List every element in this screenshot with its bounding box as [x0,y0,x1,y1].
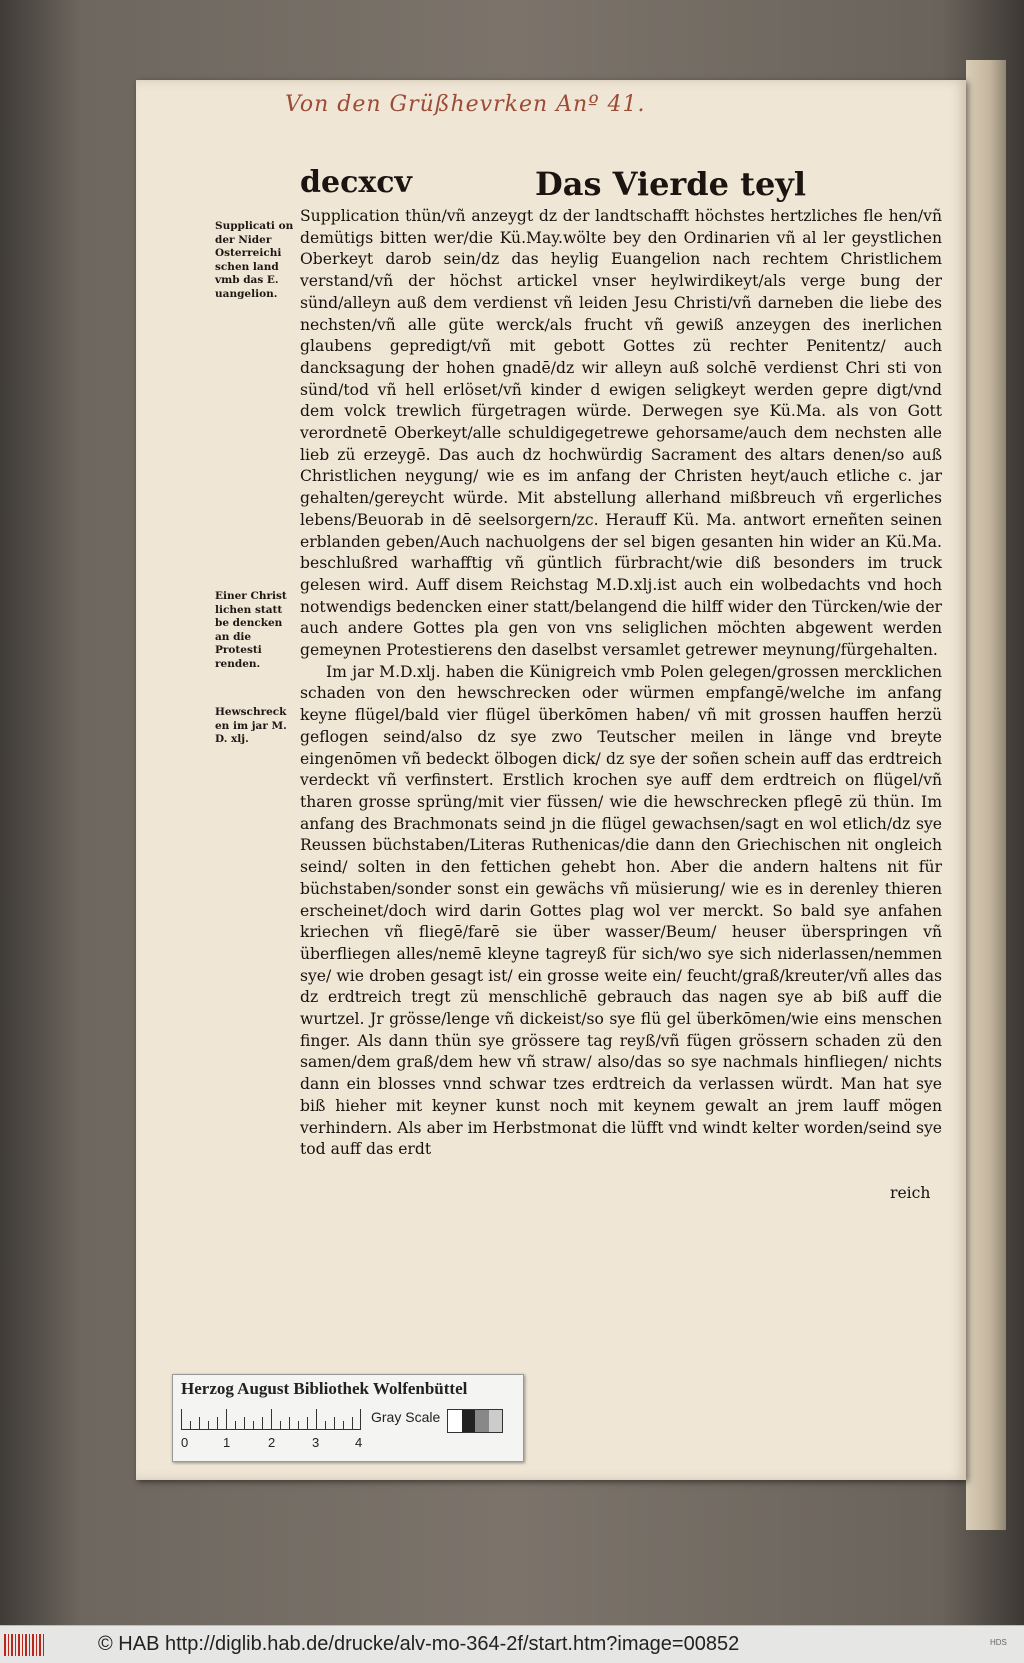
footer-mark: HDS [990,1638,1007,1647]
ruler-number: 1 [223,1435,231,1450]
ruler-number: 2 [268,1435,276,1450]
folio-number: decxcv [300,165,412,200]
hab-logo-icon [4,1634,44,1656]
manuscript-note: Von den Grüßhevrken Anº 41. [285,92,646,117]
library-name: Herzog August Bibliothek Wolfenbüttel [181,1379,468,1398]
margin-note: Hewschreck en im jar M. D. xlj. [215,706,287,745]
footer-copyright: © HAB http://diglib.hab.de/drucke/alv-mo-364-2f/start.htm?image=00852 [98,1633,740,1655]
body-text [300,206,942,1161]
ruler-number: 0 [181,1435,189,1450]
gray-scale-label: Gray Scale [371,1409,441,1425]
margin-note: Supplicati on der Nider Osterreichi schen land vmb das E. uangelion. [215,220,294,300]
catchword: reich [890,1184,931,1202]
ruler-number: 4 [355,1435,363,1450]
margin-note: Einer Christ lichen statt be dencken an die Protesti renden. [215,590,287,670]
footer-bar [0,1625,1024,1663]
page-header [300,165,940,207]
page-edge [966,60,1006,1530]
ruler [181,1409,361,1430]
running-title: Das Vierde teyl [535,165,807,203]
ruler-numbers [181,1435,381,1453]
color-target [172,1374,524,1462]
paragraph: Supplication thün/vñ anzeygt dz der landtschafft höchstes hertzliches fle hen/vñ demütigs bitten wer/die Kü.May.wölte bey den Ordinarien vñ al ler geystlichen Oberkeyt darob sein/dz das heylig Euangelion nach rechtem Christlichem verstand/vñ der höchst artickel vnser heylwirdikeyt/als verge bung der sünd/alleyn auß dem verdienst vñ leiden Jesu Christi/vñ darneben die liebe des nechsten/vñ alle güte werck/als frucht vñ gewiß anzeygen des inerlichen glaubens gepredigt/vñ mit gebott Gottes zü rechter Penitentz/ auch dancksagung der hohen gnadē/dz wir alleyn auß solchē verdienst Chri sti von sünd/tod vñ hell erlöset/vñ kinder d ewigen seligkeyt werden gepre digt/vnd dem volck trewlich fürgetragen würde. Derwegen sye Kü.Ma. als von Gott verordnetē Oberkeyt/alle schuldigegetrewe gehorsame/auch dem nechsten alle lieb zü erzeygē. Das auch dz hochwürdig Sacrament des altars denen/so auß Christlichen neygung/ wie es im anfang der Christen heyt/auch etliche c. jar gehalten/gereycht würde. Mit abstellung allerhand mißbreuch vñ ergerliches lebens/Beuorab in dē seelsorgern/zc. Herauff Kü. Ma. antwort erneñten seinen erblanden geben/Auch nachuolgens der sel bigen gesanten hin wider an Kü.Ma. beschlußred warhafftig vñ güntlich fürbracht/wie diß besonders im truck gelesen wird. Auff disem Reichstag M.D.xlj.ist auch ein wolbedachts vnd hoch notwendigs bedencken einer statt/belangend die hilff wider den Türcken/wie der auch andere Gottes pla gen von vns seliglichen möchten abgewent werden gemeynen Protestierens den daselbst versamlet getrewer meynung/fürgehalten. [300,207,942,660]
paragraph: Im jar M.D.xlj. haben die Künigreich vmb Polen gelegen/grossen mercklichen schaden von den hewschrecken oder würmen empfangē/welche im anfang keyne flügel/bald vier flügel überkōmen haben/ vñ mit grossen hauffen herzü geflogen seind/also dz sye zwo Teutscher meilen in länge vnd breyte eingenōmen vñ bedeckt ölbogen dick/ dz sye der soñen schein auff das erdtreich verdeckt vñ verfinstert. Erstlich krochen sye auff dem erdtreich on flügel/vñ tharen grosse sprüng/mit vier füssen/ wie die hewschrecken pflegē zü thün. Im anfang des Brachmonats seind jn die flügel gewachsen/sagt en wol etlich/dz sye Reussen büchstaben/Literas Ruthenicas/die dann den Griechischen nit ongleich seind/ solten in den fettichen gehebt hon. Aber die andern haltens nit für büchstaben/sonder sonst ein gewächs vñ müsierung/ wie es in derenley thieren erscheinet/doch wird darin Gottes plag wol ver merckt. So bald sye anfahen kriechen vñ fliegē/farē sie über wasser/Beum/ heuser überspringen vñ überfliegen alles/nemē kleyne tagreyß für sich/wo sye sich niderlassen/nemmen sye/ wie droben gesagt ist/ ein grosse weite ein/ feucht/graß/kreuter/vñ alles das dz erdtreich tregt zü menschlichē gebrauch das nagen sye ab biß auff die wurtzel. Jr grösse/lenge vñ dickeist/so sye flü gel überkōmen/wie eins menschen finger. Als dann thün sye grössere tag reyß/vñ fügen grössern schaden zü den samen/dem graß/dem hew vñ straw/ also/das so sye nachmals hinfliegen/ nichts dann ein blosses vnnd schwar tzes erdtreich da verlassen würdt. Man hat sye biß hieher mit keyner kunst noch mit keynem gewalt an jrem lauff mögen verhindern. Als aber im Herbstmonat die lüfft vnd windt kelter worden/seind sye tod auff das erdt [300,662,942,1159]
gray-scale-patches [447,1409,503,1433]
ruler-number: 3 [312,1435,320,1450]
